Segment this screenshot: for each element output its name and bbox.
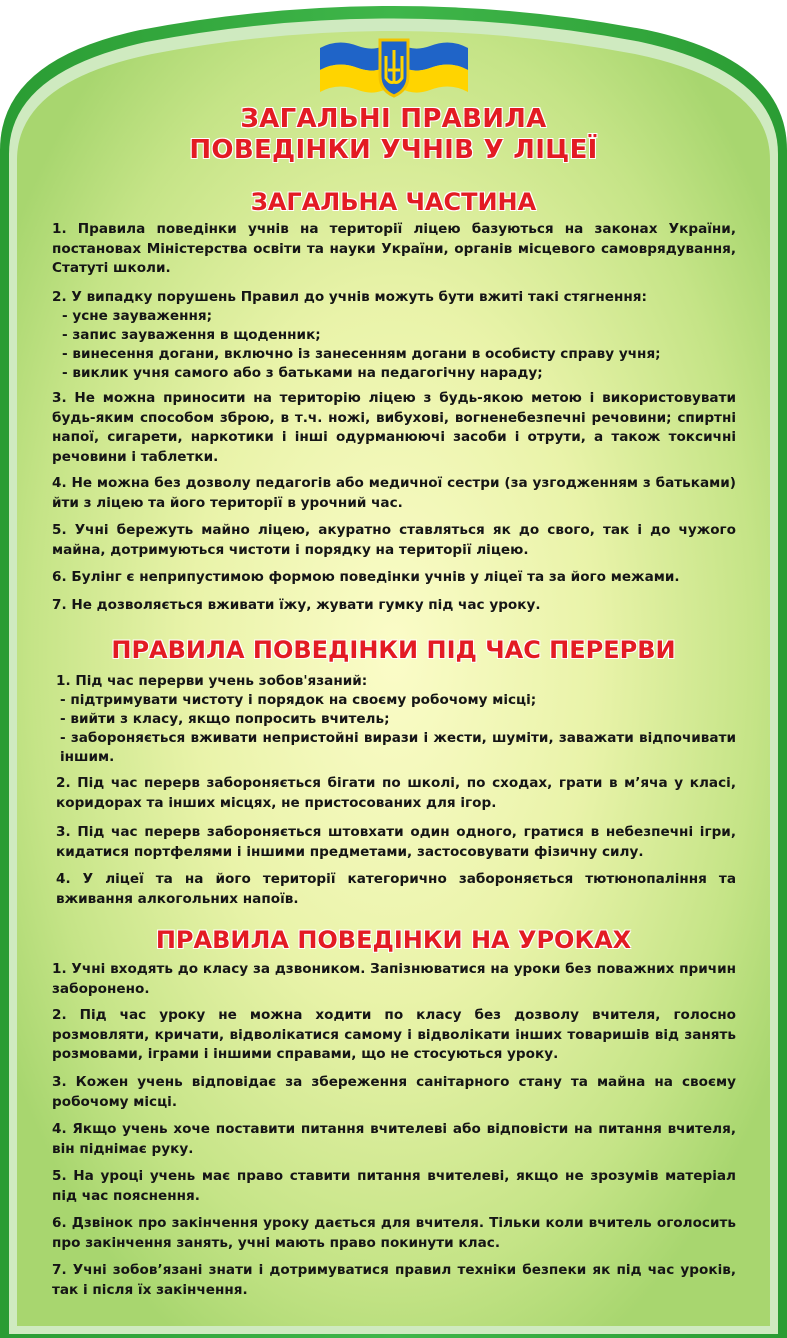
list-item: 7. Не дозволяється вживати їжу, жувати гумку під час уроку. <box>52 597 541 613</box>
list-item: 4. У ліцеї та на його території категорично забороняється тютюнопаління та вживання алкогольних напоїв. <box>56 871 736 907</box>
title-line-2: ПОВЕДІНКИ УЧНІВ У ЛІЦЕЇ <box>189 135 598 165</box>
list-item: 3. Під час перерв забороняється штовхати один одного, гратися в небезпечні ігри, кидатися портфелями і іншими предметами, застосовувати фізичну силу. <box>56 824 736 860</box>
list-subitem: - забороняється вживати непристойні вирази і жести, шуміти, заважати відпочивати іншим. <box>60 730 736 765</box>
list-item: 6. Булінг є неприпустимою формою поведінки учнів у ліцеї та за його межами. <box>52 569 680 585</box>
list-item: 1. Учні входять до класу за дзвоником. Запізнюватися на уроки без поважних причин заборонено. <box>52 961 736 997</box>
list-subitem: - запис зауваження в щоденник; <box>62 327 321 343</box>
list-item: 5. На уроці учень має право ставити питання вчителеві, якщо не зрозумів матеріал під час пояснення. <box>52 1168 736 1204</box>
section-heading-break: ПРАВИЛА ПОВЕДІНКИ ПІД ЧАС ПЕРЕРВИ <box>111 636 676 664</box>
page-title <box>60 104 727 166</box>
list-item: 5. Учні бережуть майно ліцею, акуратно ставляться як до свого, так і до чужого майна, дотримуються чистоти і порядку на території ліцею. <box>52 522 736 558</box>
list-item: 6. Дзвінок про закінчення уроку дається для вчителя. Тільки коли вчитель оголосить про закінчення занять, учні мають право покинути клас. <box>52 1215 736 1251</box>
list-item: 3. Не можна приносити на територію ліцею з будь-якою метою і використовувати будь-яким способом зброю, в т.ч. ножі, вибухові, вогненебезпечні речовини; спиртні напої, сигарети, наркотики і інші одурманюючі засоби і отрути, а також токсичні речовини і таблетки. <box>52 390 736 465</box>
list-item: 4. Не можна без дозволу педагогів або медичної сестри (за узгодженням з батьками) йти з ліцею та його території в урочний час. <box>52 475 736 511</box>
list-subitem: - підтримувати чистоту і порядок на своєму робочому місці; <box>60 692 537 708</box>
list-subitem: - винесення догани, включно із занесенням догани в особисту справу учня; <box>62 346 661 362</box>
list-item: 1. Правила поведінки учнів на території ліцею базуються на законах України, постановах Міністерства освіти та науки України, органів місцевого самоврядування, Статуті школи. <box>52 221 736 276</box>
list-item: 2. У випадку порушень Правил до учнів можуть бути вжиті такі стягнення: <box>52 289 647 305</box>
list-item: 2. Під час перерв забороняється бігати по школі, по сходах, грати в м’яча у класі, коридорах та інших місцях, не пристосованих для ігор. <box>56 775 736 811</box>
section-heading-lessons: ПРАВИЛА ПОВЕДІНКИ НА УРОКАХ <box>155 926 632 954</box>
list-item: 7. Учні зобов’язані знати і дотримуватися правил техніки безпеки як під час уроків, так і після їх закінчення. <box>52 1262 736 1298</box>
list-subitem: - усне зауваження; <box>62 308 213 324</box>
title-line-1: ЗАГАЛЬНІ ПРАВИЛА <box>240 104 547 134</box>
list-item: 4. Якщо учень хоче поставити питання вчителеві або відповісти на питання вчителя, він піднімає руку. <box>52 1121 736 1157</box>
list-subitem: - виклик учня самого або з батьками на педагогічну нараду; <box>62 365 543 381</box>
list-item: 3. Кожен учень відповідає за збереження санітарного стану та майна на своєму робочому місці. <box>52 1074 736 1110</box>
section-heading-general: ЗАГАЛЬНА ЧАСТИНА <box>250 188 537 216</box>
list-item: 1. Під час перерви учень зобов'язаний: <box>56 673 368 689</box>
list-subitem: - вийти з класу, якщо попросить вчитель; <box>60 711 390 727</box>
list-item: 2. Під час уроку не можна ходити по класу без дозволу вчителя, голосно розмовляти, кричати, відволікатися самому і відволікати інших товаришів від занять розмовами, іграми і іншими справами, що не стосуються уроку. <box>52 1007 736 1062</box>
